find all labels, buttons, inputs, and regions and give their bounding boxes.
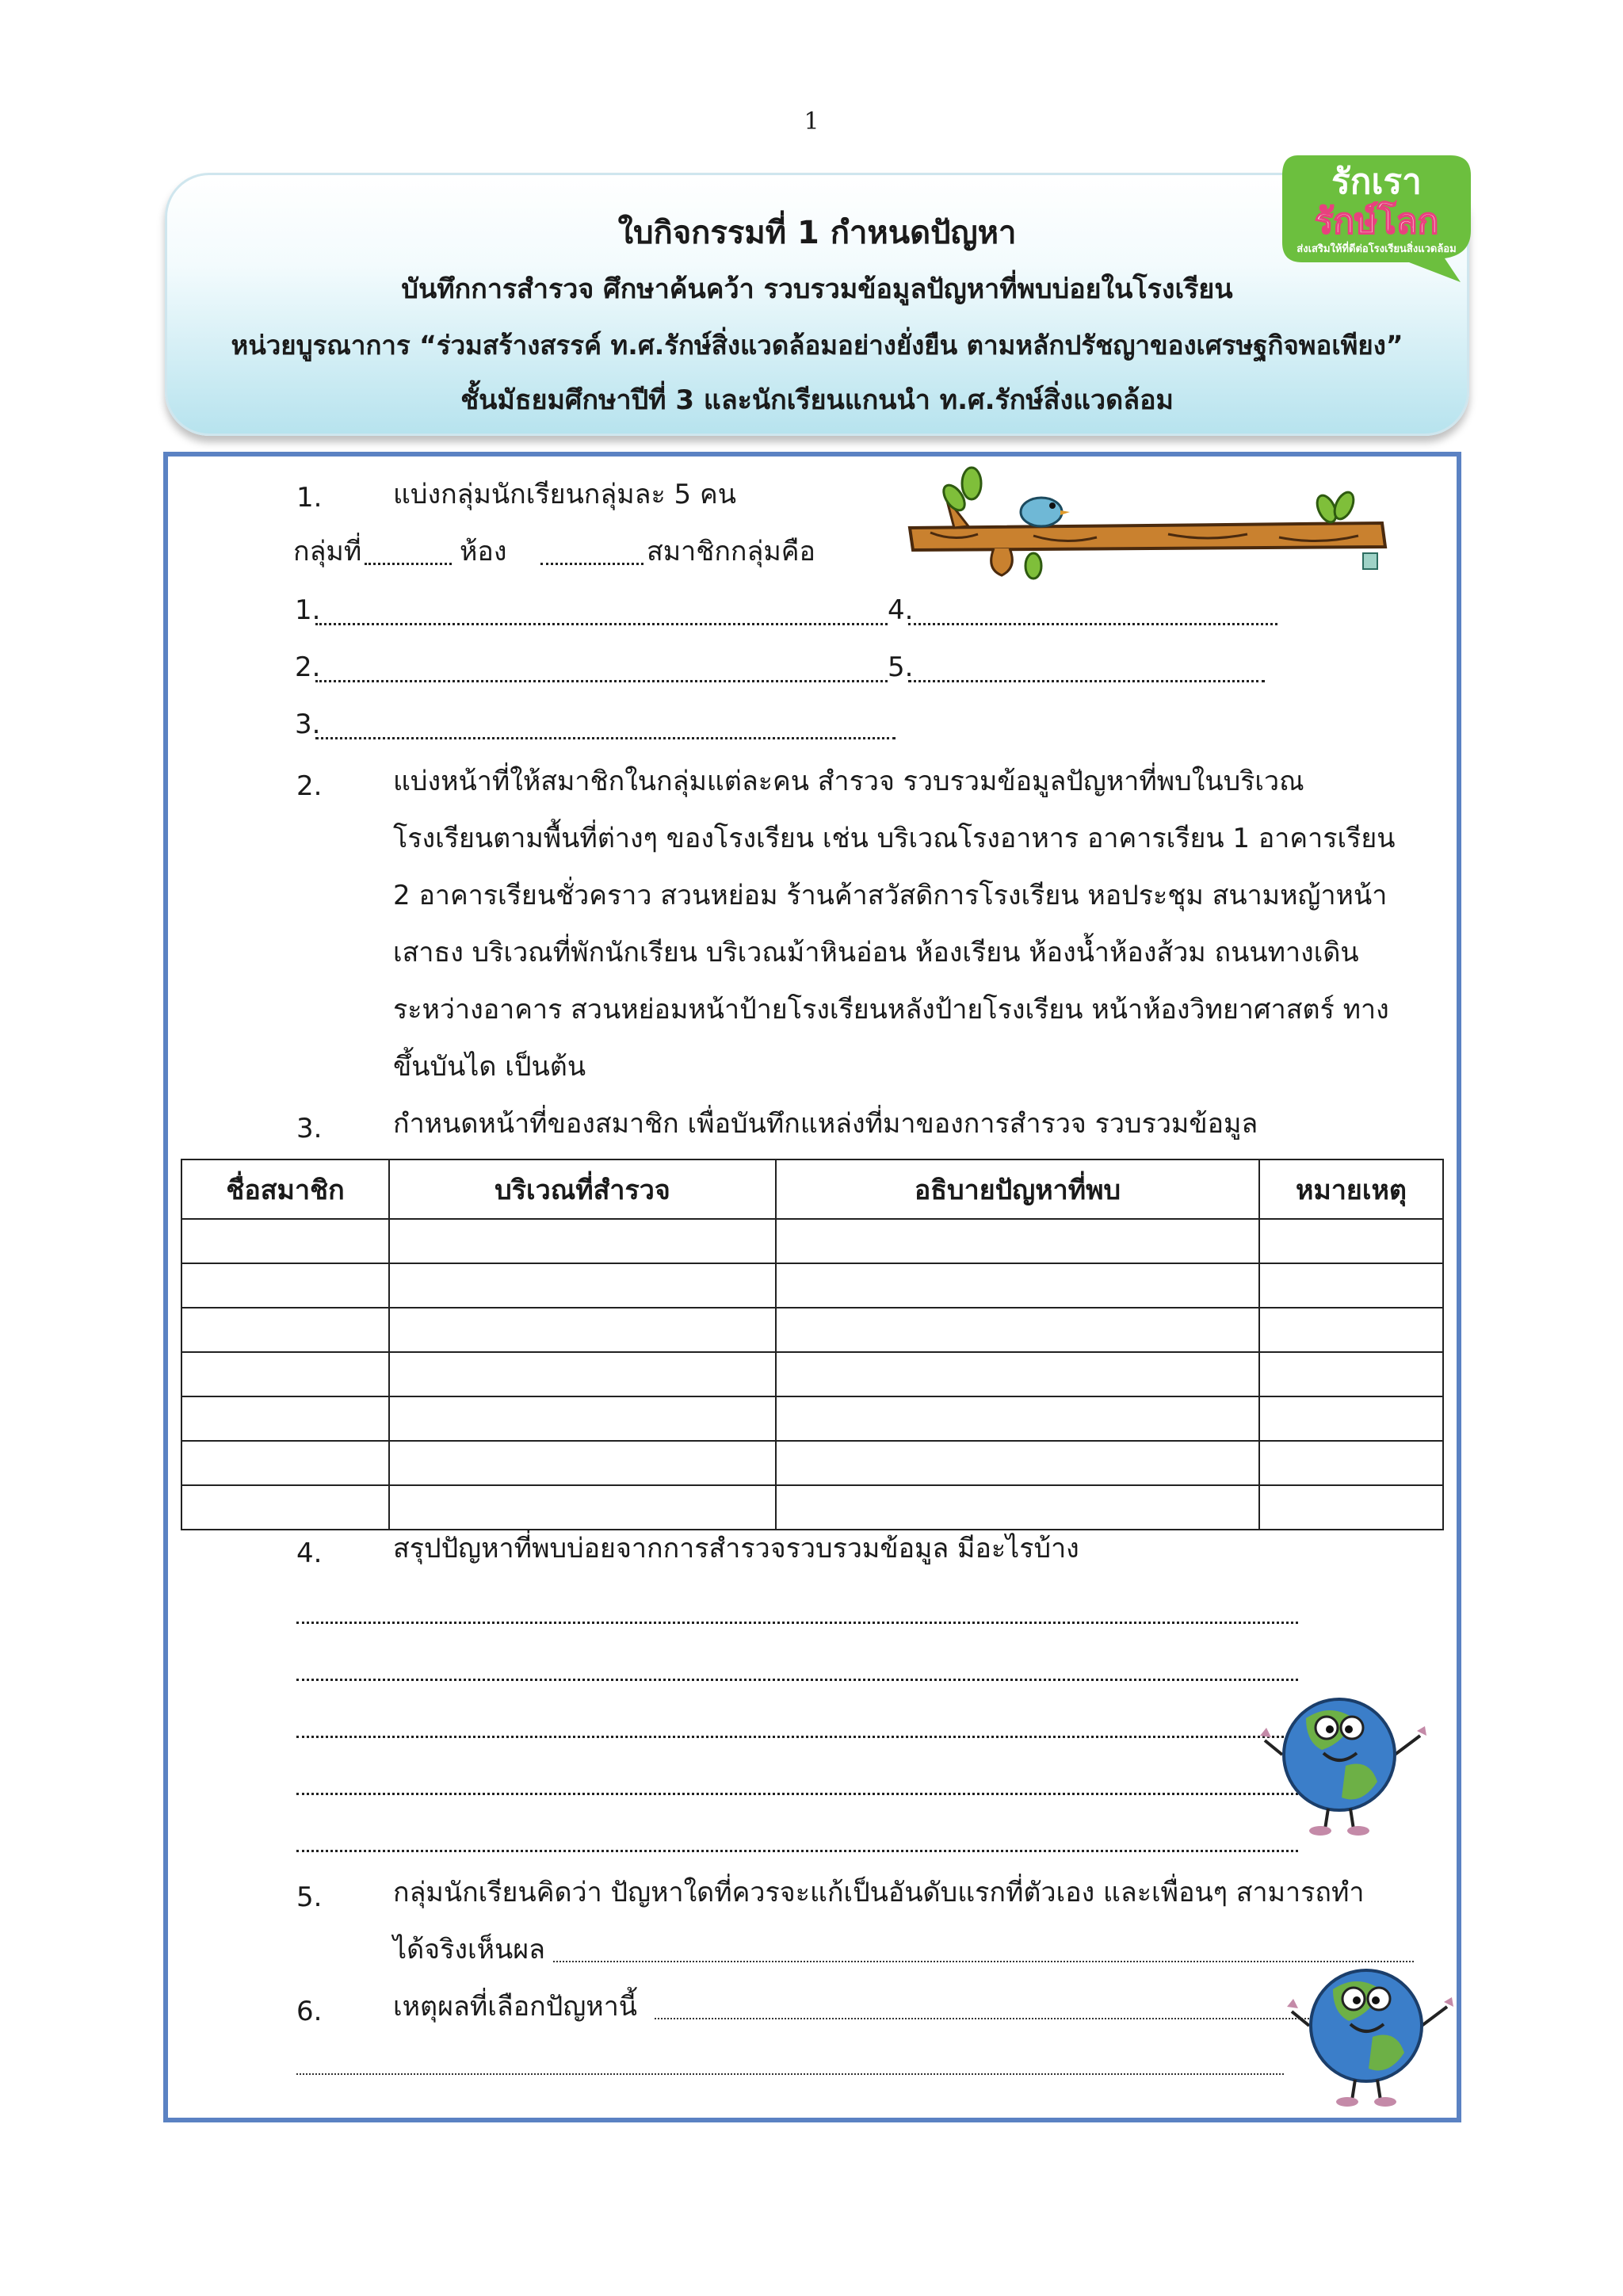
- member-5-number: 5.: [888, 651, 914, 683]
- answer-line-5[interactable]: [296, 1850, 1298, 1852]
- table-cell[interactable]: [776, 1308, 1259, 1352]
- answer-line-1[interactable]: [296, 1622, 1298, 1624]
- table-cell[interactable]: [181, 1396, 389, 1441]
- table-header-row: [181, 1159, 1443, 1219]
- table-cell[interactable]: [1259, 1441, 1443, 1485]
- header-problem-description: อธิบายปัญหาที่พบ: [776, 1159, 1259, 1219]
- answer-line-2[interactable]: [296, 1679, 1298, 1681]
- table-cell[interactable]: [181, 1441, 389, 1485]
- table-row: [181, 1308, 1443, 1352]
- member-2-number: 2.: [295, 651, 321, 683]
- item-6-answer-line-1[interactable]: [655, 2018, 1312, 2019]
- item-5-number: 5.: [296, 1881, 323, 1913]
- table-cell[interactable]: [389, 1441, 776, 1485]
- worksheet-subtitle-1: บันทึกการสำรวจ ศึกษาค้นคว้า รวบรวมข้อมูลปัญหาที่พบบ่อยในโรงเรียน: [401, 273, 1233, 305]
- item-6-number: 6.: [296, 1996, 323, 2027]
- earth-mascot-illustration-2: [1285, 1950, 1455, 2108]
- item-6-text: เหตุผลที่เลือกปัญหานี้: [393, 1991, 638, 2023]
- item-2-line-5: ระหว่างอาคาร สวนหย่อมหน้าป้ายโรงเรียนหลังป้ายโรงเรียน หน้าห้องวิทยาศาสตร์ ทาง: [393, 994, 1389, 1026]
- table-cell[interactable]: [181, 1219, 389, 1263]
- header-survey-area: บริเวณที่สำรวจ: [389, 1159, 776, 1219]
- table-cell[interactable]: [389, 1352, 776, 1396]
- table-row: [181, 1352, 1443, 1396]
- group-number-blank[interactable]: [365, 563, 452, 565]
- item-4-text: สรุปปัญหาที่พบบ่อยจากการสำรวจรวบรวมข้อมูล มีอะไรบ้าง: [393, 1533, 1079, 1564]
- header-member-name: ชื่อสมาชิก: [181, 1159, 389, 1219]
- room-blank[interactable]: [540, 563, 643, 565]
- member-4-number: 4.: [888, 594, 914, 626]
- table-cell[interactable]: [776, 1441, 1259, 1485]
- member-5-blank[interactable]: [908, 680, 1265, 682]
- member-1-number: 1.: [295, 594, 321, 626]
- table-cell[interactable]: [181, 1485, 389, 1530]
- table-cell[interactable]: [181, 1308, 389, 1352]
- item-3-text: กำหนดหน้าที่ของสมาชิก เพื่อบันทึกแหล่งที่มาของการสำรวจ รวบรวมข้อมูล: [393, 1108, 1258, 1140]
- item-6-answer-line-2[interactable]: [296, 2073, 1284, 2075]
- branch-bird-illustration: [907, 466, 1395, 582]
- table-cell[interactable]: [776, 1485, 1259, 1530]
- item-2-line-3: 2 อาคารเรียนชั่วคราว สวนหย่อม ร้านค้าสวัสดิการโรงเรียน หอประชุม สนามหญ้าหน้า: [393, 880, 1388, 911]
- table-row: [181, 1263, 1443, 1308]
- logo-text-1: รักเรา: [1331, 162, 1422, 202]
- table-row: [181, 1485, 1443, 1530]
- answer-line-3[interactable]: [296, 1736, 1298, 1738]
- table-cell[interactable]: [389, 1308, 776, 1352]
- item-4-number: 4.: [296, 1538, 323, 1569]
- member-3-blank[interactable]: [315, 737, 896, 739]
- item-3-number: 3.: [296, 1113, 323, 1144]
- table-cell[interactable]: [776, 1352, 1259, 1396]
- header-remarks: หมายเหตุ: [1259, 1159, 1443, 1219]
- item-2-line-4: เสาธง บริเวณที่พักนักเรียน บริเวณม้าหินอ่อน ห้องเรียน ห้องน้ำห้องส้วม ถนนทางเดิน: [393, 937, 1359, 968]
- table-cell[interactable]: [1259, 1396, 1443, 1441]
- member-3-number: 3.: [295, 709, 321, 740]
- table-row: [181, 1396, 1443, 1441]
- answer-line-4[interactable]: [296, 1793, 1298, 1795]
- table-cell[interactable]: [776, 1219, 1259, 1263]
- member-4-blank[interactable]: [908, 623, 1277, 625]
- table-row: [181, 1441, 1443, 1485]
- table-cell[interactable]: [776, 1396, 1259, 1441]
- survey-table: [181, 1159, 1444, 1530]
- item-1-text: แบ่งกลุ่มนักเรียนกลุ่มละ 5 คน: [393, 479, 736, 510]
- table-cell[interactable]: [1259, 1485, 1443, 1530]
- member-2-blank[interactable]: [315, 680, 888, 682]
- worksheet-subtitle-3: ชั้นมัธยมศึกษาปีที่ 3 และนักเรียนแกนนำ ท.ศ.รักษ์สิ่งแวดล้อม: [460, 384, 1174, 416]
- table-cell[interactable]: [181, 1352, 389, 1396]
- table-cell[interactable]: [1259, 1352, 1443, 1396]
- table-cell[interactable]: [1259, 1219, 1443, 1263]
- table-cell[interactable]: [389, 1485, 776, 1530]
- logo-badge: [1274, 139, 1479, 285]
- group-label: กลุ่มที่: [293, 536, 362, 567]
- table-cell[interactable]: [181, 1263, 389, 1308]
- item-2-line-1: แบ่งหน้าที่ให้สมาชิกในกลุ่มแต่ละคน สำรวจ รวบรวมข้อมูลปัญหาที่พบในบริเวณ: [393, 766, 1304, 797]
- member-1-blank[interactable]: [315, 623, 888, 625]
- table-cell[interactable]: [389, 1219, 776, 1263]
- table-row: [181, 1219, 1443, 1263]
- logo-text-2: รักษ์โลก: [1314, 201, 1439, 242]
- item-1-number: 1.: [296, 482, 323, 514]
- item-5-line-2: ได้จริงเห็นผล: [393, 1934, 545, 1966]
- earth-mascot-illustration: [1258, 1679, 1428, 1837]
- room-label: ห้อง: [460, 536, 507, 567]
- worksheet-title: ใบกิจกรรมที่ 1 กำหนดปัญหา: [617, 215, 1017, 251]
- table-cell[interactable]: [1259, 1263, 1443, 1308]
- item-2-number: 2.: [296, 770, 323, 802]
- table-cell[interactable]: [1259, 1308, 1443, 1352]
- logo-tagline: ส่งเสริมให้ที่ดีต่อโรงเรียนสิ่งแวดล้อม: [1296, 243, 1457, 255]
- page-number: 1: [804, 108, 819, 136]
- item-2-line-2: โรงเรียนตามพื้นที่ต่างๆ ของโรงเรียน เช่น บริเวณโรงอาหาร อาคารเรียน 1 อาคารเรียน: [393, 823, 1396, 854]
- table-cell[interactable]: [776, 1263, 1259, 1308]
- item-5-line-1: กลุ่มนักเรียนคิดว่า ปัญหาใดที่ควรจะแก้เป็นอันดับแรกที่ตัวเอง และเพื่อนๆ สามารถทำ: [393, 1877, 1365, 1908]
- members-label: สมาชิกกลุ่มคือ: [647, 536, 815, 567]
- item-2-line-6: ขึ้นบันได เป็นต้น: [393, 1051, 586, 1083]
- table-cell[interactable]: [389, 1396, 776, 1441]
- worksheet-subtitle-2: หน่วยบูรณาการ “ร่วมสร้างสรรค์ ท.ศ.รักษ์สิ่งแวดล้อมอย่างยั่งยืน ตามหลักปรัชญาของเศรษฐกิจพอเพียง”: [231, 330, 1403, 361]
- table-cell[interactable]: [389, 1263, 776, 1308]
